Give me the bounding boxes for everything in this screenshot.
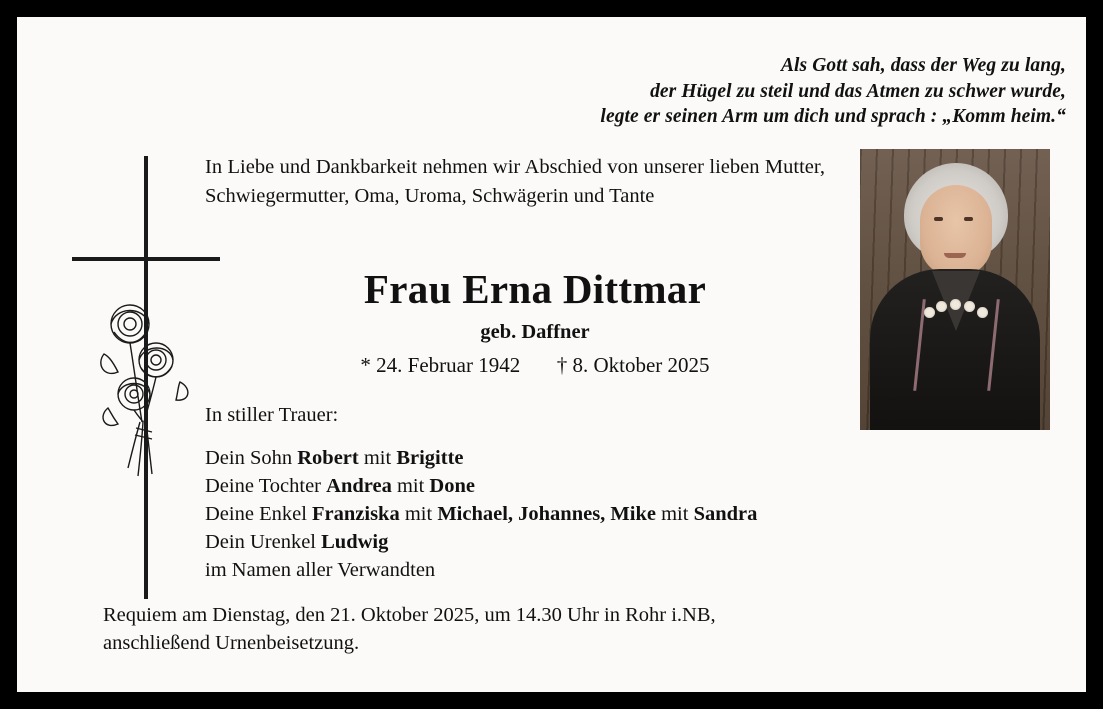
poem-line-2: der Hügel zu steil und das Atmen zu schwer wurde, xyxy=(650,80,1066,102)
portrait-mouth xyxy=(944,253,966,258)
maiden-name: geb. Daffner xyxy=(480,321,590,343)
portrait-photo xyxy=(860,149,1050,430)
poem-line-3: legte er seinen Arm um dich und sprach : „Komm heim.“ xyxy=(600,106,1066,127)
symbol-column xyxy=(52,143,212,593)
service-line-2: anschließend Urnenbeisetzung. xyxy=(103,632,360,654)
family-line: im Namen aller Verwandten xyxy=(205,559,436,581)
deceased-name: Frau Erna Dittmar xyxy=(363,266,707,312)
obituary-card xyxy=(17,13,1086,696)
portrait-necklace xyxy=(924,299,988,319)
family-line: Deine Enkel Franziska mit Michael, Johannes, Mike mit Sandra xyxy=(205,503,758,525)
birth-date: * 24. Februar 1942 xyxy=(360,353,521,377)
family-line: Dein Urenkel Ludwig xyxy=(205,531,389,553)
portrait-eye-left xyxy=(934,217,943,221)
service-line-1: Requiem am Dienstag, den 21. Oktober 2025, um 14.30 Uhr in Rohr i.NB, xyxy=(103,604,716,626)
mourning-label: In stiller Trauer: xyxy=(205,404,339,426)
portrait-face xyxy=(920,185,992,277)
roses-icon xyxy=(94,298,212,478)
death-date: † 8. Oktober 2025 xyxy=(556,353,710,377)
cross-crossbar-icon xyxy=(72,257,220,261)
poem-block xyxy=(17,53,1066,130)
service-details xyxy=(103,601,1033,657)
life-dates xyxy=(205,353,865,378)
family-list xyxy=(205,444,1005,584)
portrait-eye-right xyxy=(964,217,973,221)
intro-text: In Liebe und Dankbarkeit nehmen wir Abschied von unserer lieben Mutter, Schwiegermutter, Oma, Uroma, Schwägerin und Tante xyxy=(205,156,825,207)
family-line: Dein Sohn Robert mit Brigitte xyxy=(205,447,464,469)
poem-line-1: Als Gott sah, dass der Weg zu lang, xyxy=(780,55,1066,76)
family-line: Deine Tochter Andrea mit Done xyxy=(205,475,475,497)
